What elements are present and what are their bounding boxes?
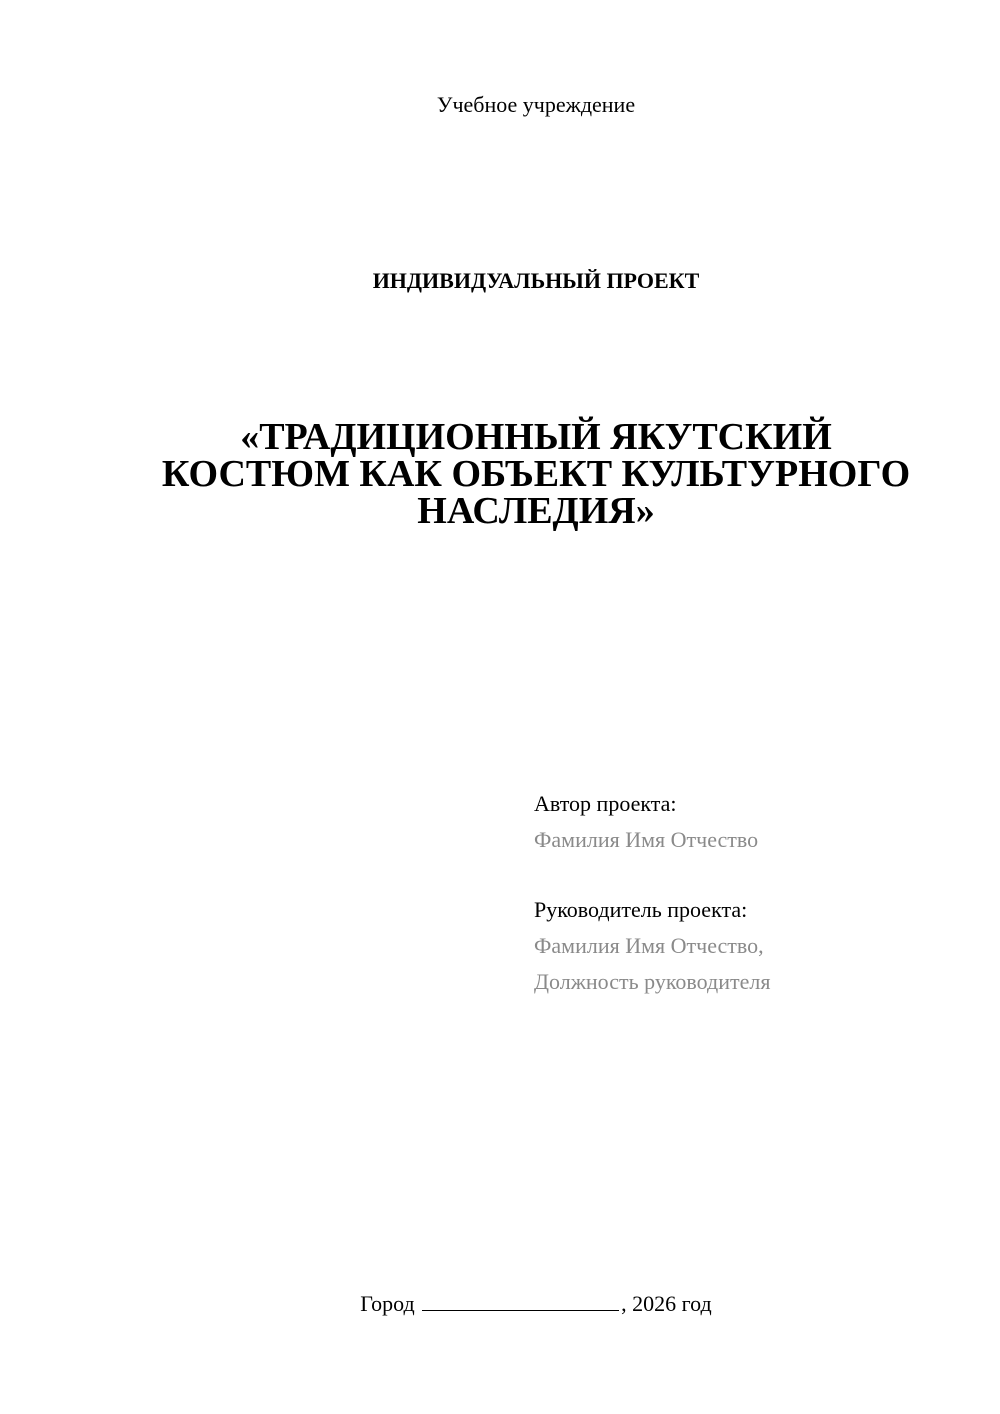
- supervisor-block: [534, 892, 974, 1000]
- document-type: ИНДИВИДУАЛЬНЫЙ ПРОЕКТ: [372, 268, 700, 293]
- supervisor-name: Фамилия Имя Отчество,: [534, 933, 764, 958]
- author-block: [534, 786, 974, 858]
- city-blank-line: [422, 1292, 619, 1311]
- project-title-line-1: «ТРАДИЦИОННЫЙ ЯКУТСКИЙ: [240, 416, 832, 458]
- author-label: Автор проекта:: [534, 791, 677, 816]
- supervisor-label: Руководитель проекта:: [534, 897, 748, 922]
- year-text: , 2026 год: [621, 1291, 712, 1316]
- author-name: Фамилия Имя Отчество: [534, 827, 759, 852]
- institution-name: Учебное учреждение: [436, 92, 636, 117]
- project-title: [100, 416, 972, 532]
- project-title-line-2: КОСТЮМ КАК ОБЪЕКТ КУЛЬТУРНОГО: [161, 453, 911, 495]
- project-title-line-3: НАСЛЕДИЯ»: [417, 490, 655, 532]
- city-year-line: [0, 1290, 1000, 1318]
- supervisor-position: Должность руководителя: [534, 969, 771, 994]
- city-label: Город: [360, 1291, 415, 1316]
